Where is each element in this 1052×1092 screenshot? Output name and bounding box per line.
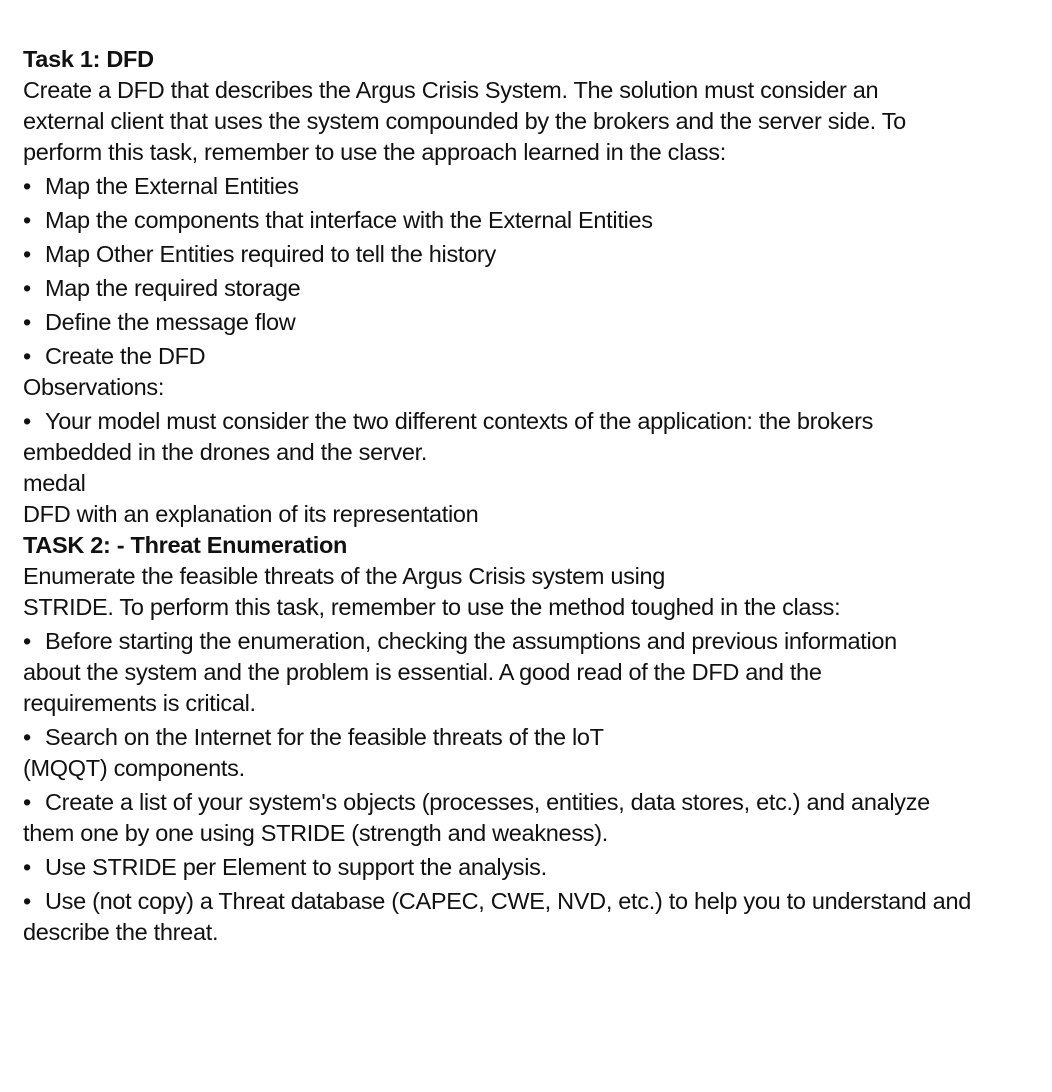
- bullet-icon: [23, 171, 45, 202]
- task1-bullet: [23, 205, 1033, 236]
- task2-bullet-text: Create a list of your system's objects (processes, entities, data stores, etc.) and analyze: [45, 789, 930, 815]
- task1-intro-line: perform this task, remember to use the approach learned in the class:: [23, 139, 726, 165]
- task1-bullet: [23, 341, 1033, 372]
- task2-bullet: [23, 722, 1033, 753]
- deliverable-text: DFD with an explanation of its representation: [23, 501, 479, 527]
- bullet-icon: [23, 307, 45, 338]
- bullet-icon: [23, 205, 45, 236]
- task2-bullet-text: Use (not copy) a Threat database (CAPEC, CWE, NVD, etc.) to help you to understand and: [45, 888, 971, 914]
- bullet-icon: [23, 722, 45, 753]
- bullet-icon: [23, 852, 45, 883]
- observation-text-cont: embedded in the drones and the server.: [23, 439, 428, 465]
- bullet-icon: [23, 341, 45, 372]
- bullet-icon: [23, 239, 45, 270]
- task2-bullet-text: Search on the Internet for the feasible threats of the loT: [45, 724, 604, 750]
- task2-bullet: [23, 787, 1033, 818]
- task2-bullet: [23, 626, 1033, 657]
- task1-bullet: [23, 171, 1033, 202]
- medal-text: medal: [23, 470, 86, 496]
- bullet-icon: [23, 886, 45, 917]
- document-body: [23, 44, 1033, 948]
- task1-bullet-text: Map the External Entities: [45, 173, 299, 199]
- task1-bullet: [23, 273, 1033, 304]
- task1-bullet: [23, 239, 1033, 270]
- bullet-icon: [23, 273, 45, 304]
- task2-bullet-cont: describe the threat.: [23, 919, 219, 945]
- task1-bullet-text: Map the required storage: [45, 275, 301, 301]
- task1-intro-line: external client that uses the system compounded by the brokers and the server side. To: [23, 108, 906, 134]
- task2-bullet-text: Before starting the enumeration, checking the assumptions and previous information: [45, 628, 897, 654]
- bullet-icon: [23, 626, 45, 657]
- task2-intro-line: STRIDE. To perform this task, remember to use the method toughed in the class:: [23, 594, 841, 620]
- bullet-icon: [23, 406, 45, 437]
- observation-text: Your model must consider the two different contexts of the application: the brokers: [45, 408, 874, 434]
- task2-heading: TASK 2: - Threat Enumeration: [23, 532, 348, 558]
- task2-bullet-cont: requirements is critical.: [23, 690, 256, 716]
- task1-bullet-text: Define the message flow: [45, 309, 296, 335]
- task1-bullet-text: Map Other Entities required to tell the history: [45, 241, 496, 267]
- task2-bullet: [23, 852, 1033, 883]
- observation-bullet: [23, 406, 1033, 437]
- task2-bullet-text: Use STRIDE per Element to support the analysis.: [45, 854, 547, 880]
- task1-intro-line: Create a DFD that describes the Argus Crisis System. The solution must consider an: [23, 77, 879, 103]
- observations-label: Observations:: [23, 374, 165, 400]
- task1-heading: Task 1: DFD: [23, 46, 154, 72]
- task1-bullet: [23, 307, 1033, 338]
- task2-intro-line: Enumerate the feasible threats of the Argus Crisis system using: [23, 563, 666, 589]
- bullet-icon: [23, 787, 45, 818]
- task1-bullet-text: Create the DFD: [45, 343, 206, 369]
- task2-bullet-cont: about the system and the problem is essential. A good read of the DFD and the: [23, 659, 822, 685]
- task2-bullet-cont: (MQQT) components.: [23, 755, 245, 781]
- task2-bullet: [23, 886, 1033, 917]
- task1-bullet-text: Map the components that interface with the External Entities: [45, 207, 653, 233]
- task2-bullet-cont: them one by one using STRIDE (strength and weakness).: [23, 820, 608, 846]
